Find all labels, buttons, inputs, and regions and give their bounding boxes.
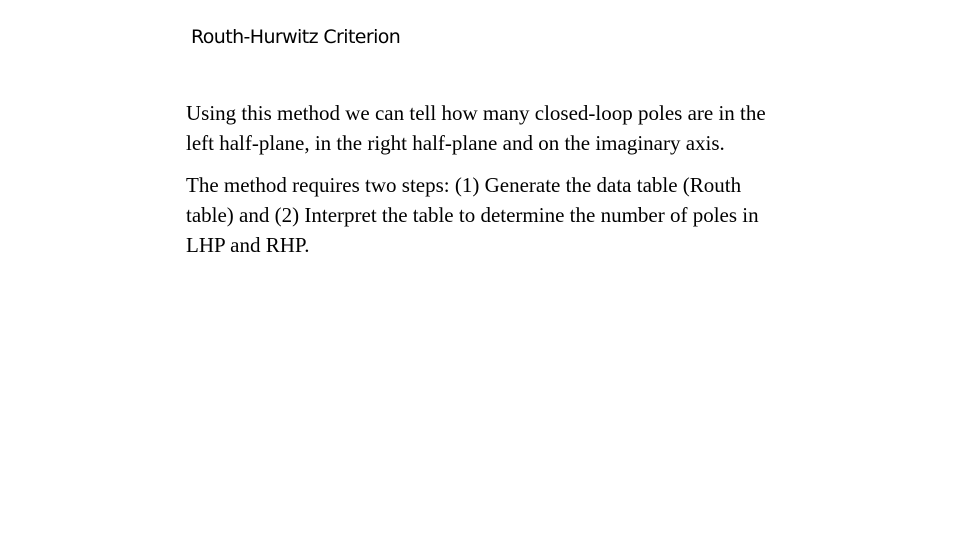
slide-title: Routh-Hurwitz Criterion [191, 26, 401, 48]
body-paragraph-poles-description: Using this method we can tell how many closed-loop poles are in the left half-plane, in the right half-plane and on the imaginary axis. [186, 101, 766, 155]
body-paragraph-method-steps: The method requires two steps: (1) Generate the data table (Routh table) and (2) Interpret the table to determine the number of poles in LHP and RHP. [186, 173, 759, 257]
slide-body [186, 98, 776, 272]
